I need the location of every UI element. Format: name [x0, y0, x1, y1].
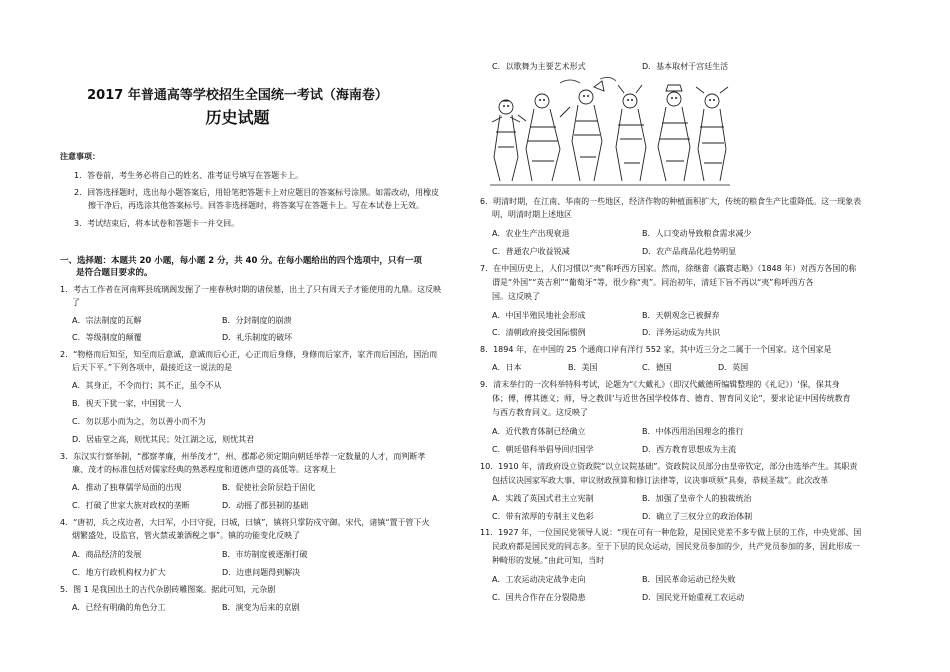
q6-option-a: A．农业生产出现衰退 — [492, 229, 570, 238]
q11-stem-cont-2: 种畸形的发展。”由此可知，当时 — [492, 556, 605, 565]
q9-option-c: C．朝廷借科举倡导回归国学 — [492, 445, 594, 454]
q3-stem: 3．东汉实行察举制，“郡察孝廉，州举茂才”，州、郡都必须定期向朝廷举荐一定数量的人才，而判断孝 — [60, 452, 426, 461]
q9-stem: 9．清末举行的一次科举特科考试，论题为“《大戴礼》（即汉代戴德所编辑整理的《礼记》）‘保，保其身 — [480, 380, 840, 389]
q6-option-c: C．普通农户收益锐减 — [492, 247, 570, 256]
q11-option-d: D．国民党开始重视工农运动 — [642, 593, 745, 602]
q1-stem: 1．考古工作者在河南辉县琉璃阁发掘了一座春秋时期的诸侯墓，出土了只有周天子才能使用的九鼎。这反映 — [60, 285, 442, 294]
q2-stem: 2．“物格而后知至，知至而后意诚，意诚而后心正，心正而后身修，身修而后家齐，家齐而后国治，国治而 — [60, 350, 438, 359]
q9-stem-cont-2: 与西方教育同义。这反映了 — [492, 408, 588, 417]
q10-option-a: A．实践了英国式君主立宪制 — [492, 494, 594, 503]
q6-stem: 6．明清时期，在江南、华南的一些地区，经济作物的种植面积扩大，传统的粮食生产比重降低。这一现象表 — [480, 197, 862, 206]
q10-stem-cont: 包括议决国家军政大事、审议财政预算和修订法律等，议决事项须“具奏，恭候圣裁”。此次改革 — [492, 476, 829, 485]
q1-stem-cont: 了 — [72, 298, 80, 307]
q5-option-a: A．已经有明确的角色分工 — [72, 603, 166, 612]
q7-option-d: D．洋务运动成为共识 — [642, 328, 721, 337]
q5-option-c: C．以歌舞为主要艺术形式 — [492, 62, 586, 71]
q9-option-b: B．中体西用治国理念的推行 — [642, 427, 744, 436]
q2-option-b: B．视天下犹一家，中国犹一人 — [72, 399, 182, 408]
notice-heading: 注意事项： — [60, 152, 100, 161]
q1-option-a: A．宗法制度的瓦解 — [72, 316, 142, 325]
q7-stem-cont-1: 谓是“外国”“英吉利”“葡萄牙”等，很少称“夷”。同治初年，清廷下旨不再以“夷”称呼西方各 — [492, 278, 814, 287]
q8-option-d: D．英国 — [718, 363, 749, 372]
notice-item-2-cont: 擦干净后，再选涂其他答案标号。回答非选择题时，将答案写在答题卡上。写在本试卷上无效。 — [88, 201, 424, 210]
q1-option-b: B．分封制度的崩溃 — [222, 316, 292, 325]
q11-option-b: B．国民革命运动已经失败 — [642, 575, 736, 584]
q3-option-b: B．促使社会阶层趋于固化 — [222, 483, 316, 492]
zaju-brick-carving-figure — [490, 77, 730, 189]
q1-option-d: D．礼乐制度的破坏 — [222, 333, 293, 342]
q4-option-a: A．商品经济的发展 — [72, 550, 142, 559]
q3-option-a: A．推动了独尊儒学局面的出现 — [72, 483, 182, 492]
q9-option-d: D．西方教育思想成为主流 — [642, 445, 737, 454]
q11-stem: 11．1927 年，一位国民党领导人说：“现在可有一种危险，是国民党差不多专做上层的工作，中央党部、国 — [480, 528, 862, 537]
q7-option-c: C．清朝政府接受国际惯例 — [492, 328, 586, 337]
q8-option-b: B．美国 — [568, 363, 598, 372]
q10-stem: 10．1910 年，清政府设立资政院“以立议院基础”。资政院议员部分由皇帝钦定，部分由选举产生。其职责 — [480, 462, 858, 471]
exam-subtitle: 历史试题 — [205, 108, 270, 127]
q6-option-b: B．人口变动导致粮食需求减少 — [642, 229, 752, 238]
q10-option-b: B．加强了皇帝个人的独裁统治 — [642, 494, 752, 503]
q11-option-a: A．工农运动决定战争走向 — [492, 575, 586, 584]
q4-option-d: D．边患问题得到解决 — [222, 568, 301, 577]
notice-item-2: 2．回答选择题时，选出每小题答案后，用铅笔把答题卡上对应题目的答案标号涂黑。如需改动，用橡皮 — [74, 188, 440, 197]
q7-option-b: B．天朝观念已被摒弃 — [642, 311, 720, 320]
notice-item-3: 3．考试结束后，将本试卷和答题卡一并交回。 — [74, 219, 240, 228]
section-heading: 一、选择题：本题共 20 小题，每小题 2 分，共 40 分。在每小题给出的四个选项中，只有一项 — [60, 256, 422, 266]
q4-stem-cont: 烟繁盛处，设监官，管火禁或兼酒税之事”。镇的功能变化反映了 — [72, 531, 301, 540]
q8-stem: 8．1894 年，在中国的 25 个通商口岸有洋行 552 家，其中近三分之二属于一个国家。这个国家是 — [480, 345, 832, 354]
figure-illustration — [490, 77, 730, 189]
q6-stem-cont: 明，明清时期上述地区 — [492, 210, 572, 219]
q2-option-d: D．居庙堂之高，则忧其民；处江湖之远，则忧其君 — [72, 435, 255, 444]
q5-option-b: B．演变为后来的京剧 — [222, 603, 300, 612]
q2-stem-cont: 后天下平。”下列各项中，最接近这一说法的是 — [72, 363, 233, 372]
q9-option-a: A．近代教育体制已经确立 — [492, 427, 586, 436]
q11-stem-cont-1: 民政府都是国民党的同志多。至于下层的民众运动，国民党员参加的少，共产党员参加的多，因此形成一 — [492, 542, 860, 551]
section-heading-cont: 是符合题目要求的。 — [76, 268, 153, 278]
q5-option-d: D．基本取材于宫廷生活 — [642, 62, 729, 71]
q3-option-c: C．打破了世家大族对政权的垄断 — [72, 501, 190, 510]
q2-option-c: C．勿以恶小而为之，勿以善小而不为 — [72, 417, 206, 426]
q7-option-a: A．中国半殖民地社会形成 — [492, 311, 586, 320]
q1-option-c: C．等级制度的颠覆 — [72, 333, 142, 342]
q10-option-c: C．带有浓厚的专制主义色彩 — [492, 512, 594, 521]
q8-option-c: C．德国 — [642, 363, 672, 372]
q4-option-b: B．市坊制度被逐渐打破 — [222, 550, 308, 559]
q10-option-d: D．确立了三权分立的政治体制 — [642, 512, 753, 521]
q9-stem-cont-1: 体；傅，傅其德义；师，导之教训’与近世各国学校体育、德育、智育同义论”，要求论证中国传统教育 — [492, 394, 851, 403]
exam-title: 2017 年普通高等学校招生全国统一考试（海南卷） — [87, 88, 388, 103]
notice-item-1: 1．答卷前，考生务必将自己的姓名、准考证号填写在答题卡上。 — [74, 171, 304, 180]
q3-stem-cont: 廉、茂才的标准包括对儒家经典的熟悉程度和道德声望的高低等。这客观上 — [72, 465, 336, 474]
q11-option-c: C．国共合作存在分裂隐患 — [492, 593, 586, 602]
q4-stem: 4．“唐初，兵之戍边者，大曰军，小曰守捉，曰城，曰镇”，镇将只掌防戍守御。宋代，诸镇“置于管下火 — [60, 518, 430, 527]
q3-option-d: D．动摇了郡县制的基础 — [222, 501, 309, 510]
q5-stem: 5．图 1 是我国出土的古代杂剧砖雕图案。据此可知，元杂剧 — [60, 585, 276, 594]
q7-stem: 7．在中国历史上，人们习惯以“夷”称呼西方国家。然而，徐继畬《瀛寰志略》（1848 年）对西方各国的称 — [480, 264, 857, 273]
q7-stem-cont-2: 国。这反映了 — [492, 292, 540, 301]
q2-option-a: A．其身正，不令而行；其不正，虽令不从 — [72, 381, 222, 390]
q6-option-d: D．农产品商品化趋势明显 — [642, 247, 737, 256]
q4-option-c: C．地方行政机构权力扩大 — [72, 568, 166, 577]
q8-option-a: A．日本 — [492, 363, 522, 372]
